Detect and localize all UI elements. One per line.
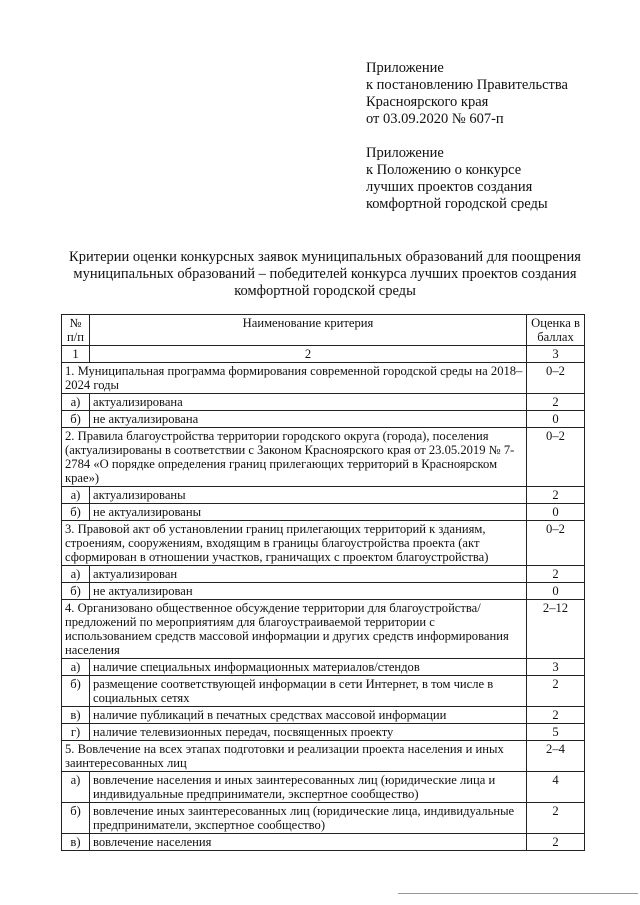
option-letter: в): [62, 834, 90, 851]
criterion-score-range: 0–2: [527, 363, 585, 394]
criterion-name: 1. Муниципальная программа формирования современной городской среды на 2018–2024 годы: [62, 363, 527, 394]
criterion-score-range: 0–2: [527, 428, 585, 487]
appendix-contest-regulation: [366, 145, 548, 213]
criterion-option-row: [62, 583, 585, 600]
option-text: наличие публикаций в печатных средствах массовой информации: [90, 707, 527, 724]
option-text: вовлечение населения: [90, 834, 527, 851]
appendix-line: лучших проектов создания: [366, 179, 533, 195]
criterion-option-row: [62, 566, 585, 583]
option-text: наличие специальных информационных материалов/стендов: [90, 659, 527, 676]
appendix-line: к Положению о конкурсе: [366, 162, 522, 178]
criterion-name: 5. Вовлечение на всех этапах подготовки и реализации проекта населения и иных заинтересованных лиц: [62, 741, 527, 772]
criterion-name: 3. Правовой акт об установлении границ прилегающих территорий к зданиям, строениям, сооружениям, входящим в границы благоустройства проекта (акт сформирован в отношении участков, граничащих с проектом благоустройства): [62, 521, 527, 566]
criterion-option-row: [62, 504, 585, 521]
criterion-score-range: 2–4: [527, 741, 585, 772]
criterion-option-row: [62, 707, 585, 724]
option-letter: б): [62, 504, 90, 521]
criterion-section-row: [62, 363, 585, 394]
criterion-section-row: [62, 600, 585, 659]
option-score: 5: [527, 724, 585, 741]
appendix-line: комфортной городской среды: [366, 196, 548, 212]
option-score: 2: [527, 707, 585, 724]
option-letter: а): [62, 566, 90, 583]
appendix-government-resolution: [366, 60, 568, 128]
criterion-option-row: [62, 772, 585, 803]
option-text: размещение соответствующей информации в сети Интернет, в том числе в социальных сетях: [90, 676, 527, 707]
criterion-option-row: [62, 487, 585, 504]
option-letter: б): [62, 583, 90, 600]
option-text: актуализирован: [90, 566, 527, 583]
criterion-name: 2. Правила благоустройства территории городского округа (города), поселения (актуализированы в соответствии с Законом Красноярского края от 23.05.2019 № 7-2784 «О порядке определения границ прилегающих территорий в Красноярском крае»): [62, 428, 527, 487]
option-score: 2: [527, 834, 585, 851]
option-text: наличие телевизионных передач, посвященных проекту: [90, 724, 527, 741]
option-text: не актуализирована: [90, 411, 527, 428]
option-text: вовлечение иных заинтересованных лиц (юридические лица, индивидуальные предприниматели, экспертное сообщество): [90, 803, 527, 834]
option-letter: а): [62, 659, 90, 676]
option-score: 2: [527, 676, 585, 707]
column-header-number: № п/п: [62, 315, 90, 346]
appendix-line: к постановлению Правительства: [366, 77, 568, 93]
option-score: 3: [527, 659, 585, 676]
option-letter: а): [62, 772, 90, 803]
criterion-section-row: [62, 741, 585, 772]
criterion-option-row: [62, 803, 585, 834]
option-text: актуализирована: [90, 394, 527, 411]
column-number: 2: [90, 346, 527, 363]
option-letter: б): [62, 803, 90, 834]
option-score: 2: [527, 803, 585, 834]
appendix-line: Красноярского края: [366, 94, 489, 110]
criterion-option-row: [62, 394, 585, 411]
option-score: 2: [527, 394, 585, 411]
column-header-score: Оценка в баллах: [527, 315, 585, 346]
option-letter: а): [62, 487, 90, 504]
appendix-line: от 03.09.2020 № 607-п: [366, 111, 504, 127]
scan-edge-line: [398, 893, 638, 894]
criterion-option-row: [62, 724, 585, 741]
criterion-section-row: [62, 428, 585, 487]
criterion-name: 4. Организовано общественное обсуждение территории для благоустройства/предложений по мероприятиям для благоустраиваемой территории с использованием средств массовой информации и других средств информирования населения: [62, 600, 527, 659]
column-number: 1: [62, 346, 90, 363]
option-score: 0: [527, 504, 585, 521]
option-letter: б): [62, 411, 90, 428]
document-title: Критерии оценки конкурсных заявок муниципальных образований для поощрения муниципальных образований – победителей конкурса лучших проектов создания комфортной городской среды: [69, 249, 581, 299]
criteria-body: [62, 363, 585, 851]
option-score: 2: [527, 566, 585, 583]
option-text: актуализированы: [90, 487, 527, 504]
column-number: 3: [527, 346, 585, 363]
appendix-line: Приложение: [366, 60, 444, 76]
option-letter: г): [62, 724, 90, 741]
criteria-table: [61, 314, 585, 851]
option-score: 0: [527, 411, 585, 428]
criterion-score-range: 0–2: [527, 521, 585, 566]
option-letter: а): [62, 394, 90, 411]
option-letter: б): [62, 676, 90, 707]
table-header-row: [62, 315, 585, 346]
column-numbers-row: [62, 346, 585, 363]
criterion-section-row: [62, 521, 585, 566]
option-score: 4: [527, 772, 585, 803]
option-score: 0: [527, 583, 585, 600]
criterion-score-range: 2–12: [527, 600, 585, 659]
option-letter: в): [62, 707, 90, 724]
option-text: вовлечение населения и иных заинтересованных лиц (юридические лица и индивидуальные предприниматели, экспертное сообщество): [90, 772, 527, 803]
criterion-option-row: [62, 411, 585, 428]
option-score: 2: [527, 487, 585, 504]
criterion-option-row: [62, 676, 585, 707]
option-text: не актуализирован: [90, 583, 527, 600]
criterion-option-row: [62, 834, 585, 851]
column-header-criterion: Наименование критерия: [90, 315, 527, 346]
appendix-line: Приложение: [366, 145, 444, 161]
option-text: не актуализированы: [90, 504, 527, 521]
criterion-option-row: [62, 659, 585, 676]
